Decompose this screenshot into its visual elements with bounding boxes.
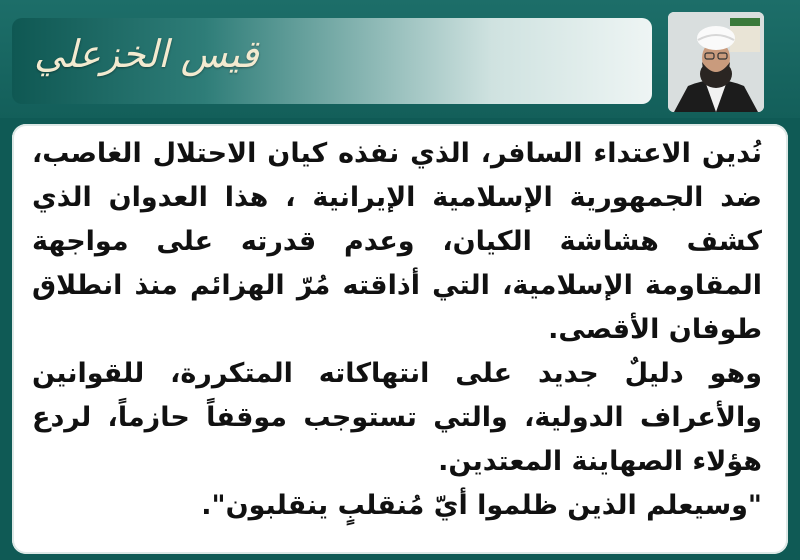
name-calligraphy: قيس الخزعلي (34, 32, 259, 76)
statement-text (32, 132, 762, 528)
statement-paragraph-2: وهو دليلٌ جديد على انتهاكاته المتكررة، للقوانين والأعراف الدولية، والتي تستوجب موقفاً حازماً، لردع هؤلاء الصهاينة المعتدين. (32, 358, 762, 477)
title-banner (12, 18, 652, 104)
statement-card (12, 124, 788, 554)
statement-quote: "وسيعلم الذين ظلموا أيّ مُنقلبٍ ينقلبون". (201, 490, 762, 521)
portrait-photo (668, 12, 764, 112)
statement-paragraph-1: نُدين الاعتداء السافر، الذي نفذه كيان الاحتلال الغاصب، ضد الجمهورية الإسلامية الإيرانية ، هذا العدوان الذي كشف هشاشة الكيان، وعدم قدرته على مواجهة المقاومة الإسلامية، التي أذاقته مُرّ الهزائم منذ انطلاق طوفان الأقصى. (32, 138, 762, 345)
portrait-icon (668, 12, 764, 112)
